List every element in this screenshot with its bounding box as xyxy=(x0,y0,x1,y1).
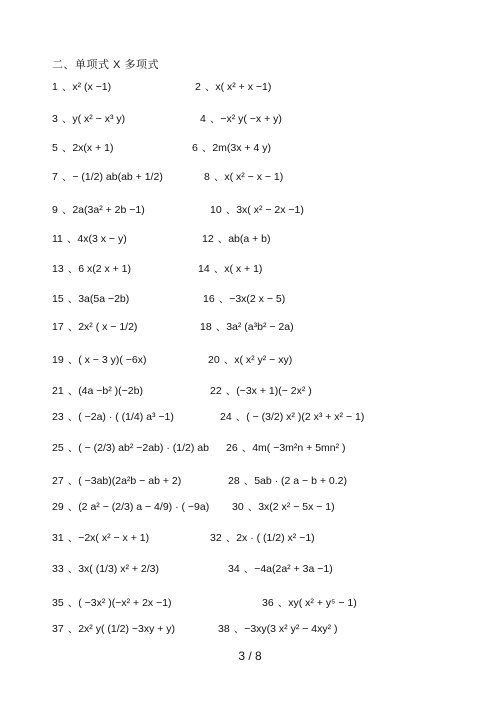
problem-28: 28 、5ab · (2 a − b + 0.2) xyxy=(228,475,347,487)
problem-11: 11 、4x(3 x − y) xyxy=(52,233,127,245)
problem-9: 9 、2a(3a² + 2b −1) xyxy=(52,204,145,216)
problem-10: 10 、3x( x² − 2x −1) xyxy=(210,204,304,216)
page-number: 3 / 8 xyxy=(238,649,262,663)
problem-27: 27 、( −3ab)(2a²b − ab + 2) xyxy=(52,475,182,487)
problem-30: 30 、3x(2 x² − 5x − 1) xyxy=(232,501,335,513)
problem-22: 22 、(−3x + 1)(− 2x² ) xyxy=(210,385,312,397)
problem-33: 33 、3x( (1/3) x² + 2/3) xyxy=(52,563,160,575)
problem-34: 34 、−4a(2a² + 3a −1) xyxy=(228,563,333,575)
problem-2: 2 、x( x² + x −1) xyxy=(195,81,272,93)
problem-32: 32 、2x · ( (1/2) x² −1) xyxy=(210,532,315,544)
problem-20: 20 、x( x² y² − xy) xyxy=(208,354,293,366)
problem-36: 36 、xy( x² + y⁵ − 1) xyxy=(262,597,357,609)
problem-15: 15 、3a(5a −2b) xyxy=(52,293,130,305)
problem-26: 26 、4m( −3m²n + 5mn² ) xyxy=(226,442,346,454)
section-title: 二、单项式 X 多项式 xyxy=(52,59,159,71)
problem-23: 23 、( −2a) · ( (1/4) a³ −1) xyxy=(52,411,174,423)
problem-24: 24 、( − (3/2) x² )(2 x³ + x² − 1) xyxy=(220,411,365,423)
problem-1: 1 、x² (x −1) xyxy=(52,81,112,93)
problem-7: 7 、− (1/2) ab(ab + 1/2) xyxy=(52,171,163,183)
problem-13: 13 、6 x(2 x + 1) xyxy=(52,263,132,275)
problem-6: 6 、2m(3x + 4 y) xyxy=(192,142,271,154)
problem-21: 21 、(4a −b² )(−2b) xyxy=(52,385,143,397)
problem-4: 4 、−x² y( −x + y) xyxy=(200,113,282,125)
problem-37: 37 、2x² y( (1/2) −3xy + y) xyxy=(52,623,176,635)
problem-5: 5 、2x(x + 1) xyxy=(52,142,114,154)
problem-29: 29 、(2 a² − (2/3) a − 4/9) · ( −9a) xyxy=(52,501,210,513)
problem-16: 16 、−3x(2 x − 5) xyxy=(203,293,286,305)
problem-35: 35 、( −3x² )(−x² + 2x −1) xyxy=(52,597,172,609)
problem-38: 38 、−3xy(3 x² y² − 4xy² ) xyxy=(218,623,338,635)
problem-14: 14 、x( x + 1) xyxy=(198,263,263,275)
problem-31: 31 、−2x( x² − x + 1) xyxy=(52,532,150,544)
problem-8: 8 、x( x² − x − 1) xyxy=(204,171,284,183)
problem-17: 17 、2x² ( x − 1/2) xyxy=(52,321,138,333)
problem-12: 12 、ab(a + b) xyxy=(202,233,271,245)
problem-19: 19 、( x − 3 y)( −6x) xyxy=(52,354,147,366)
problem-3: 3 、y( x² − x³ y) xyxy=(52,113,126,125)
problem-18: 18 、3a² (a³b² − 2a) xyxy=(200,321,294,333)
problem-25: 25 、( − (2/3) ab² −2ab) · (1/2) ab xyxy=(52,442,209,454)
